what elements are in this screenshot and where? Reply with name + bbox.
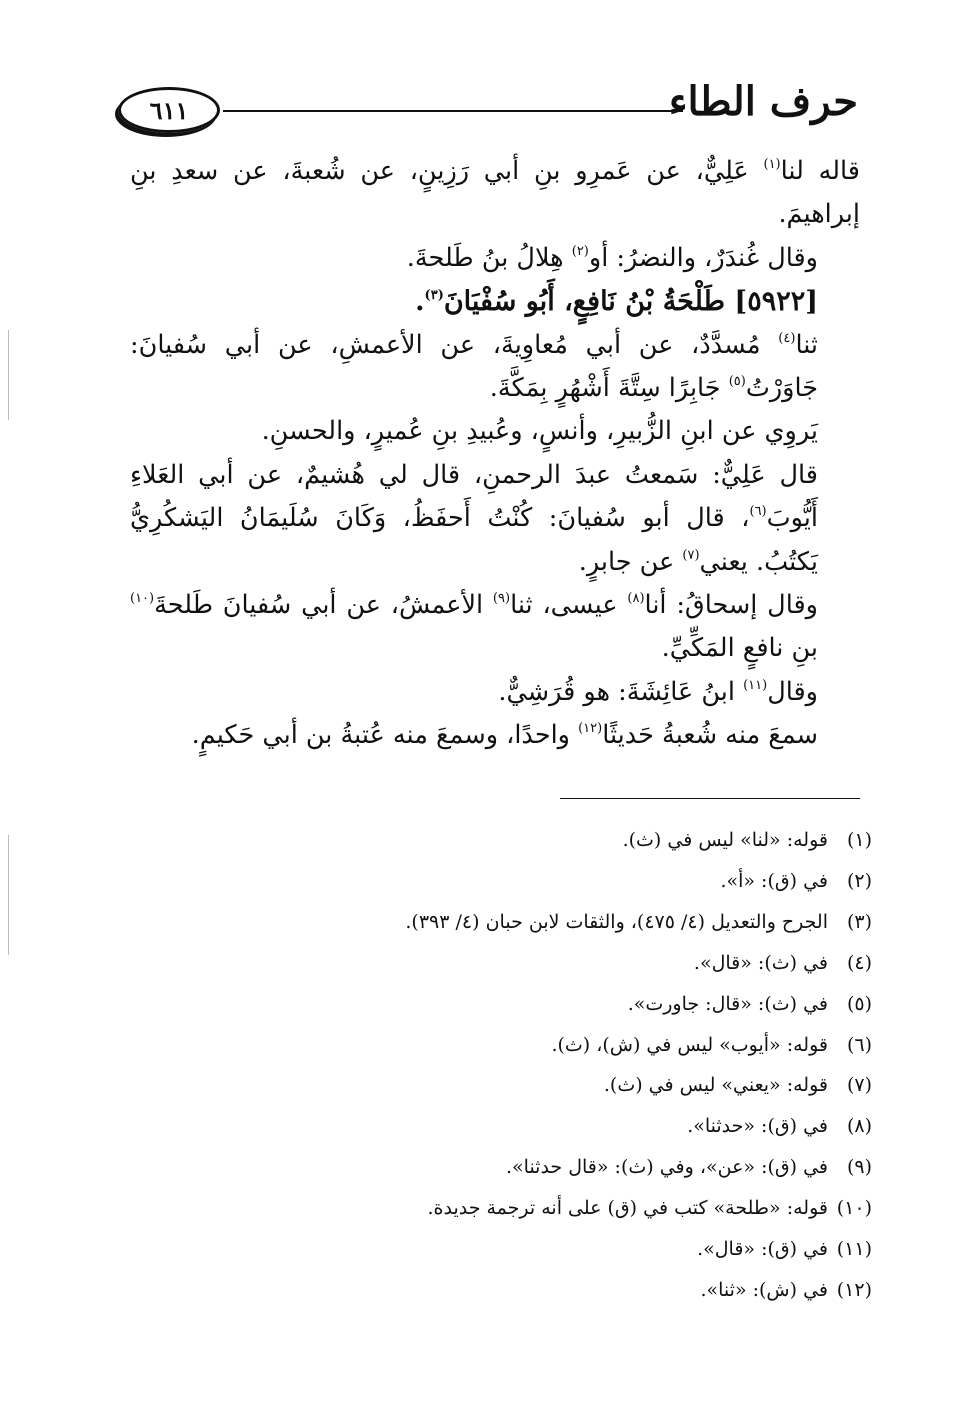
footnote-marker[interactable]: (١) <box>763 157 781 172</box>
page-header <box>118 78 858 138</box>
text-run: جَابِرًا سِتَّةَ أَشْهُرٍ بِمَكَّةَ. <box>489 373 729 404</box>
text-run: هِلالُ بنُ طَلحةَ. <box>406 242 572 273</box>
footnote-number: (٩) <box>846 1156 872 1179</box>
footnote-text: قوله: «يعني» ليس في (ث). <box>603 1074 828 1097</box>
text-run: [٥٩٢٢] طَلْحَةُ بْنُ نَافِعٍ، أَبُو سُفْيَانَ <box>443 286 818 318</box>
text-run: واحدًا، وسمعَ منه عُتبةُ بن أبي حَكيمٍ. <box>191 720 579 751</box>
footnote-text: في (ث): «قال: جاورت». <box>627 992 828 1015</box>
text-run: مُسدَّدٌ، عن أبي مُعاوِيةَ، عن الأعمشِ، عن أبي سُفيانَ: جَاوَرْتُ <box>130 329 818 404</box>
footnote-item <box>132 984 872 1025</box>
body-paragraph <box>130 150 860 237</box>
footnote-item <box>132 1188 872 1229</box>
footnote-item <box>132 1025 872 1066</box>
footnote-item <box>132 1106 872 1147</box>
text-run: قاله لنا <box>780 156 860 186</box>
text-run: عَلِيٌّ، عن عَمرِو بنِ أبي رَزِينٍ، عن شُعبةَ، عن سعدِ بنِ إبراهيمَ. <box>130 156 860 230</box>
footnote-text: في (ث): «قال». <box>693 951 828 974</box>
footnote-text: في (ق): «أ». <box>720 869 828 892</box>
footnote-marker[interactable]: (٩) <box>492 591 511 607</box>
text-run: يَروِي عن ابنِ الزُّبيرِ، وأنسٍ، وعُبيدِ بنِ عُميرٍ، والحسنِ. <box>261 416 818 447</box>
body-paragraph <box>130 671 860 714</box>
page-number-badge <box>118 87 220 133</box>
text-run: ابنُ عَائِشَةَ: هو قُرَشِيٌّ. <box>498 676 744 707</box>
footnote-number: (٦) <box>846 1033 872 1056</box>
footnote-item <box>132 820 872 861</box>
footnote-item <box>132 1270 872 1311</box>
body-paragraph <box>130 410 860 453</box>
footnote-marker[interactable]: (١١) <box>743 677 768 693</box>
footnote-text: في (ش): «ثنا». <box>700 1278 828 1301</box>
footnote-item <box>132 861 872 902</box>
body-paragraph <box>130 714 860 757</box>
scan-edge-mark <box>8 835 9 955</box>
text-run: عن جابرٍ. <box>578 546 683 577</box>
footnote-marker[interactable]: (٧) <box>682 547 700 563</box>
footnote-text: قوله: «لنا» ليس في (ث). <box>622 829 828 851</box>
footnote-number: (٤) <box>846 951 872 974</box>
footnote-item <box>132 902 872 943</box>
footnote-item <box>132 943 872 984</box>
body-paragraph <box>130 237 860 280</box>
body-paragraph <box>130 584 860 671</box>
footnote-marker[interactable]: (٨) <box>627 591 645 607</box>
text-run: ، قال أبو سُفيانَ: كُنْتُ أَحفَظُ، وَكَانَ سُلَيمَانُ اليَشكُرِيُّ يَكتُبُ. يعني <box>130 503 818 577</box>
footnote-marker[interactable]: (٦) <box>749 504 767 520</box>
running-title: حرف الطاء <box>668 78 858 125</box>
text-run: وقال إسحاقُ: أنا <box>644 590 818 621</box>
footnote-number: (٢) <box>846 869 872 892</box>
footnote-number: (١١) <box>836 1238 872 1261</box>
text-run: ثنا <box>795 329 818 360</box>
footnote-number: (٥) <box>846 992 872 1015</box>
footnote-number: (٣) <box>846 910 872 933</box>
text-run: عيسى، ثنا <box>510 590 628 621</box>
footnote-item <box>132 1229 872 1270</box>
body-paragraph <box>130 324 860 411</box>
footnote-item <box>132 1065 872 1106</box>
footnote-marker[interactable]: (٥) <box>728 374 746 390</box>
text-run: وقال <box>767 676 818 707</box>
footnote-text: الجرح والتعديل (٤/ ٤٧٥)، والثقات لابن حبان (٤/ ٣٩٣). <box>405 910 828 933</box>
footnote-marker[interactable]: (٤) <box>778 330 796 346</box>
footnote-separator <box>560 798 860 799</box>
footnote-number: (١٢) <box>836 1278 872 1301</box>
footnote-text: في (ق): «عن»، وفي (ث): «قال حدثنا». <box>505 1156 828 1179</box>
footnote-marker[interactable]: (٢) <box>571 243 589 259</box>
scan-edge-mark <box>8 330 9 420</box>
text-run: . <box>415 286 425 318</box>
footnote-number: (١) <box>846 829 872 851</box>
text-run: قال عَلِيٌّ: سَمعتُ عبدَ الرحمنِ، قال لي هُشيمٌ، عن أبي العَلاءِ أَيُّوبَ <box>130 459 818 534</box>
entry-heading <box>130 280 860 323</box>
page-number: ٦١١ <box>149 95 189 125</box>
main-text <box>130 150 860 758</box>
footnote-marker[interactable]: (١٢) <box>578 721 603 737</box>
text-run: سمعَ منه شُعبةُ حَديثًا <box>602 720 818 751</box>
footnote-marker[interactable]: (٣) <box>424 288 444 304</box>
text-run: بنِ نافعٍ المَكِّيِّ. <box>661 633 818 664</box>
footnote-item <box>132 1147 872 1188</box>
text-run: الأعمشُ، عن أبي سُفيانَ طَلحةَ <box>154 590 493 621</box>
footnote-number: (٧) <box>846 1074 872 1097</box>
footnote-text: قوله: «أيوب» ليس في (ش)، (ث). <box>551 1033 828 1056</box>
footnote-marker[interactable]: (١٠) <box>130 591 155 607</box>
text-run: وقال غُندَرٌ، والنضرُ: أو <box>588 242 818 273</box>
footnote-text: قوله: «طلحة» كتب في (ق) على أنه ترجمة جديدة. <box>427 1197 828 1220</box>
footnote-number: (١٠) <box>836 1197 872 1220</box>
footnote-number: (٨) <box>846 1115 872 1138</box>
footnote-text: في (ق): «حدثنا». <box>687 1115 828 1138</box>
header-rule <box>223 110 683 112</box>
footnote-text: في (ق): «قال». <box>697 1238 828 1261</box>
body-paragraph <box>130 454 860 584</box>
footnotes <box>132 820 872 1311</box>
